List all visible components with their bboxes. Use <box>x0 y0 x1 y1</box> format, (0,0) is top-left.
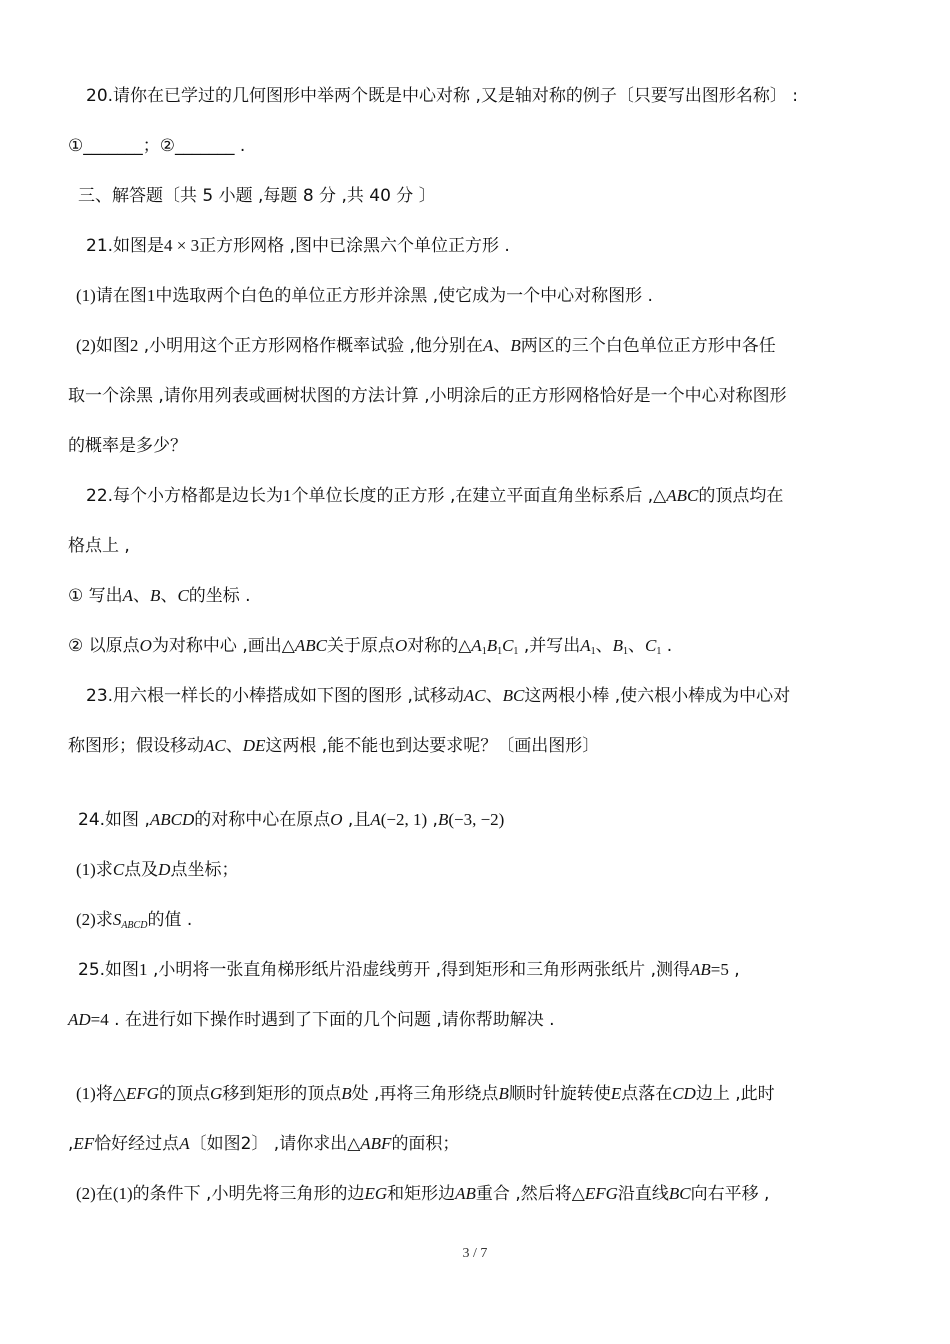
q21-part-2-line-2: 取一个涂黑 ,请你用列表或画树状图的方法计算 ,小明涂后的正方形网格恰好是一个中心对称图形 <box>68 386 787 406</box>
q21-line-1: 21.如图是4 × 3正方形网格 ,图中已涂黑六个单位正方形 . <box>86 236 510 256</box>
section-heading: 三、解答题〔共 5 小题 ,每题 8 分 ,共 40 分 〕 <box>78 186 436 206</box>
q22-line-1: 22.每个小方格都是边长为1个单位长度的正方形 ,在建立平面直角坐标系后 ,△ABC的顶点均在 <box>86 486 784 506</box>
q22-step-1: ① 写出A、B、C的坐标 . <box>68 586 251 606</box>
q24-part-2: (2)求$S_{ABCD}$的值 . <box>76 910 193 931</box>
q20-line-2: ①_______；②_______ . <box>68 136 246 156</box>
q22-line-2: 格点上 , <box>68 536 130 556</box>
q21-part-1: (1)请在图1中选取两个白色的单位正方形并涂黑 ,使它成为一个中心对称图形 . <box>76 286 653 306</box>
q25-part-1-line-2: ,EF恰好经过点A〔如图2〕 ,请你求出△ABF的面积； <box>68 1134 460 1154</box>
q25-part-2-line-1: (2)在(1)的条件下 ,小明先将三角形的边EG和矩形边AB重合 ,然后将△EFG沿直线BC向右平移 , <box>76 1184 770 1204</box>
q25-line-1: 25.如图1 ,小明将一张直角梯形纸片沿虚线剪开 ,得到矩形和三角形两张纸片 ,测得AB=5 , <box>78 960 740 980</box>
q23-line-2: 称图形；假设移动AC、DE这两根 ,能不能也到达要求呢？〔画出图形〕 <box>68 736 600 756</box>
q25-part-1-line-1: (1)将△EFG的顶点G移到矩形的顶点B处 ,再将三角形绕点B顺时针旋转使E点落在CD边上 ,此时 <box>76 1084 775 1104</box>
q21-part-2-line-1: (2)如图2 ,小明用这个正方形网格作概率试验 ,他分别在A、B两区的三个白色单位正方形中各任 <box>76 336 776 356</box>
q24-line-1: 24.如图 ,ABCD的对称中心在原点O ,且A(−2, 1) ,B(−3, −2) <box>78 810 505 830</box>
q21-part-2-line-3: 的概率是多少？ <box>68 436 187 456</box>
q22-step-2: ② 以原点O为对称中心 ,画出△ABC关于原点O对称的$\triangle A_1B_1C_1$ ,并写出$A_1$、$B_1$、$C_1$ . <box>68 636 673 657</box>
q24-part-1: (1)求C点及D点坐标； <box>76 860 239 880</box>
q23-line-1: 23.用六根一样长的小棒搭成如下图的图形 ,试移动AC、BC这两根小棒 ,使六根小棒成为中心对 <box>86 686 791 706</box>
q20-line-1: 20.请你在已学过的几何图形中举两个既是中心对称 ,又是轴对称的例子〔只要写出图形名称〕 : <box>86 86 798 106</box>
q25-line-2: AD=4 . 在进行如下操作时遇到了下面的几个问题 ,请你帮助解决 . <box>68 1010 555 1030</box>
page-number: 3 / 7 <box>462 1246 488 1261</box>
